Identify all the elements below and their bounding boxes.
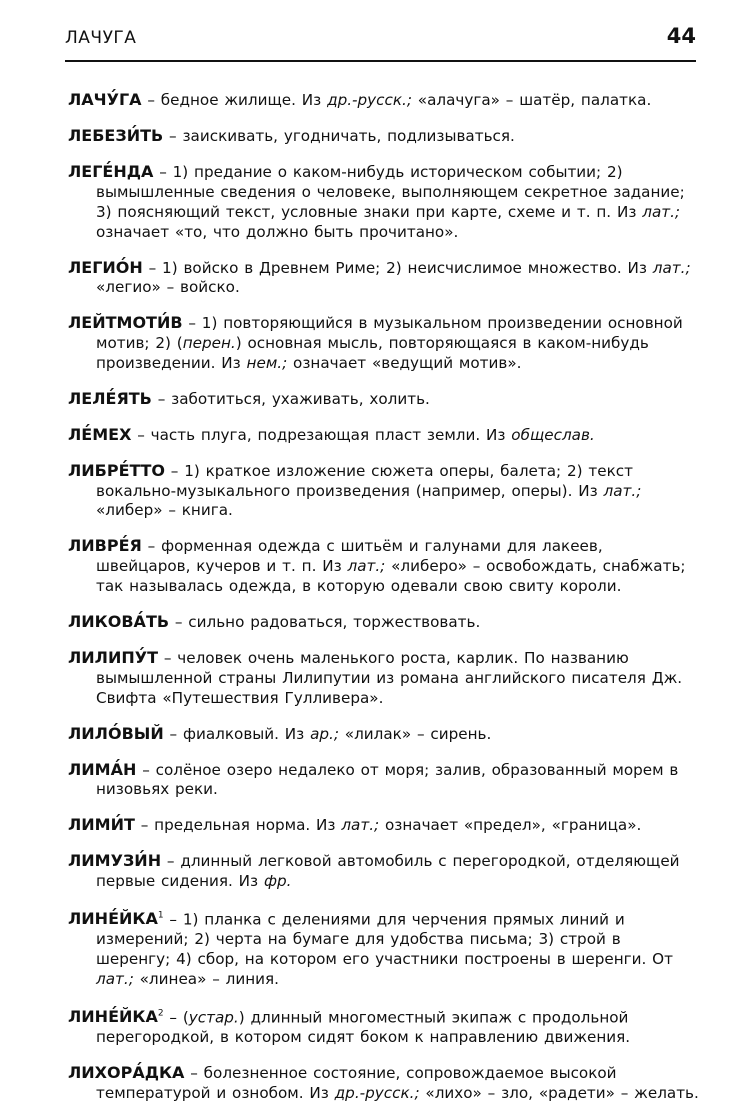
entry-definition-text: «либеро» – освобождать, снабжать; так называлась одежда, в которую одевали свою свиту короли. [96, 557, 686, 596]
entry-abbreviation: нем.; [246, 353, 288, 372]
dictionary-entry [68, 1005, 700, 1048]
dictionary-entry [68, 851, 700, 892]
headword-text: ЛЕЛЕ́ЯТЬ [68, 388, 152, 408]
dictionary-entry [68, 90, 700, 111]
headword-text: ЛАЧУ́ГА [68, 90, 142, 110]
entry-definition-text: – форменная одежда с шитьём и галунами для лакеев, швейцаров, кучеров и т. п. Из [96, 537, 603, 576]
entry-headword [68, 1007, 164, 1026]
entry-headword [68, 851, 161, 870]
entry-abbreviation: лат.; [347, 557, 386, 576]
entry-definition-text: «линеа» – линия. [133, 969, 279, 988]
headword-text: ЛИКОВА́ТЬ [68, 612, 170, 632]
dictionary-entry [68, 162, 700, 242]
running-head: ЛАЧУГА [65, 28, 137, 48]
headword-text: ЛИНЕ́ЙКА [68, 1007, 158, 1027]
entry-headword [68, 425, 131, 444]
dictionary-entry [68, 724, 700, 745]
entry-headword [68, 909, 164, 928]
dictionary-entry [68, 313, 700, 373]
entry-headword [68, 313, 183, 332]
entry-definition-text: – 1) краткое изложение сюжета оперы, балета; 2) текст вокально-музыкального произведения (например, оперы). Из [96, 461, 633, 500]
headword-text: ЛИНЕ́ЙКА [68, 909, 158, 929]
entry-definition-text: – 1) войско в Древнем Риме; 2) неисчислимое множество. Из [142, 258, 653, 277]
dictionary-entry [68, 1063, 700, 1104]
entry-headword [68, 648, 158, 667]
entry-abbreviation: общеслав. [511, 425, 595, 444]
entry-definition-text: – заискивать, угодничать, подлизываться. [163, 127, 515, 146]
headword-text: ЛИХОРА́ДКА [68, 1062, 185, 1082]
homonym-index: 1 [157, 911, 164, 922]
headword-text: ЛЕЙТМОТИ́В [68, 313, 183, 333]
entry-headword [68, 1063, 184, 1082]
entry-definition-text: «алачуга» – шатёр, палатка. [411, 91, 652, 110]
entry-definition-text: ) основная мысль, повторяющаяся в каком-нибудь произведении. Из [96, 334, 649, 372]
entry-definition-text: – бедное жилище. Из [141, 91, 328, 110]
entry-definition-text: – солёное озеро недалеко от моря; залив, образованный морем в низовьях реки. [96, 760, 679, 799]
entry-headword [68, 724, 164, 743]
entry-definition-text: – человек очень маленького роста, карлик. По названию вымышленной страны Лилипутии из романа английского писателя Дж. Свифта «Путешествия Гулливера». [96, 649, 683, 707]
entry-definition-text: «либер» – книга. [96, 501, 233, 520]
headword-text: ЛИБРЕ́ТТО [68, 460, 165, 480]
entries-list [68, 75, 700, 1114]
entry-headword [68, 258, 143, 277]
homonym-index: 2 [157, 1008, 164, 1019]
entry-definition-text: – ( [163, 1008, 189, 1027]
entry-abbreviation: перен. [182, 334, 236, 353]
headword-text: ЛИЛО́ВЫЙ [68, 723, 164, 743]
headword-text: ЛЕГЕ́НДА [68, 162, 154, 182]
entry-definition-text: – сильно радоваться, торжествовать. [169, 613, 481, 632]
dictionary-entry [68, 461, 700, 521]
entry-definition-text: – 1) планка с делениями для черчения прямых линий и измерений; 2) черта на бумаге для удобства письма; 3) строй в шеренгу; 4) сбор, на котором его участники построены в шеренги. От [96, 910, 673, 969]
entry-headword [68, 389, 152, 408]
headword-text: ЛИМИ́Т [68, 815, 135, 835]
page-header [65, 20, 696, 62]
entry-definition-text: означает «то, что должно быть прочитано». [96, 222, 459, 241]
entry-abbreviation: лат.; [603, 481, 642, 500]
entry-headword [68, 162, 153, 181]
headword-text: ЛИМУЗИ́Н [68, 851, 162, 871]
dictionary-entry [68, 907, 700, 990]
dictionary-entry [68, 648, 700, 708]
dictionary-entry [68, 126, 700, 147]
entry-abbreviation: лат.; [652, 258, 691, 277]
dictionary-entry [68, 258, 700, 299]
entry-abbreviation: др.-русск.; [327, 91, 412, 110]
entry-definition-text: – 1) предание о каком-нибудь историческом событии; 2) вымышленные сведения о человеке, выполняющем секретное задание; 3) поясняющий текст, условные знаки при карте, схеме и т. п. Из [96, 163, 685, 221]
entry-headword [68, 126, 163, 145]
entry-definition-text: – болезненное состояние, сопровождаемое высокой температурой и ознобом. Из [96, 1063, 617, 1102]
dictionary-entry [68, 760, 700, 801]
page-number: 44 [666, 24, 696, 48]
entry-headword [68, 536, 142, 555]
entry-definition-text: «лихо» – зло, «радети» – желать. [419, 1083, 699, 1102]
entry-abbreviation: лат.; [642, 202, 681, 221]
headword-text: ЛИЛИПУ́Т [68, 648, 158, 667]
entry-headword [68, 461, 165, 480]
entry-headword [68, 612, 169, 631]
entry-definition-text: «легио» – войско. [96, 278, 240, 297]
entry-definition-text: «лилак» – сирень. [338, 724, 492, 743]
dictionary-entry [68, 389, 700, 410]
entry-definition-text: – часть плуга, подрезающая пласт земли. Из [131, 425, 512, 444]
entry-abbreviation: др.-русск.; [334, 1083, 420, 1102]
headword-text: ЛЕ́МЕХ [68, 424, 132, 444]
headword-text: ЛИВРЕ́Я [68, 536, 142, 556]
entry-definition-text: означает «ведущий мотив». [287, 353, 522, 372]
entry-abbreviation: фр. [263, 872, 292, 891]
headword-text: ЛЕБЕЗИ́ТЬ [68, 126, 164, 146]
headword-text: ЛИМА́Н [68, 759, 137, 779]
dictionary-entry [68, 612, 700, 633]
entry-definition-text: – заботиться, ухаживать, холить. [151, 389, 430, 408]
dictionary-entry [68, 425, 700, 446]
entry-definition-text: – фиалковый. Из [163, 724, 311, 743]
entry-definition-text: – 1) повторяющийся в музыкальном произведении основной мотив; 2) ( [96, 314, 683, 353]
entry-definition-text: ) длинный многоместный экипаж с продольной перегородкой, в котором сидят боком к направлению движения. [96, 1008, 631, 1046]
headword-text: ЛЕГИО́Н [68, 257, 143, 277]
entry-definition-text: – предельная норма. Из [134, 816, 342, 835]
dictionary-entry [68, 815, 700, 836]
entry-abbreviation: лат.; [96, 969, 134, 988]
dictionary-entry [68, 536, 700, 596]
entry-abbreviation: устар. [188, 1008, 239, 1027]
entry-headword [68, 815, 135, 834]
entry-definition-text: – длинный легковой автомобиль с перегородкой, отделяющей первые сидения. Из [96, 852, 680, 891]
entry-definition-text: означает «предел», «граница». [379, 816, 642, 835]
entry-abbreviation: лат.; [341, 816, 380, 835]
entry-headword [68, 90, 142, 109]
entry-abbreviation: ар.; [310, 724, 339, 743]
entry-headword [68, 760, 136, 779]
